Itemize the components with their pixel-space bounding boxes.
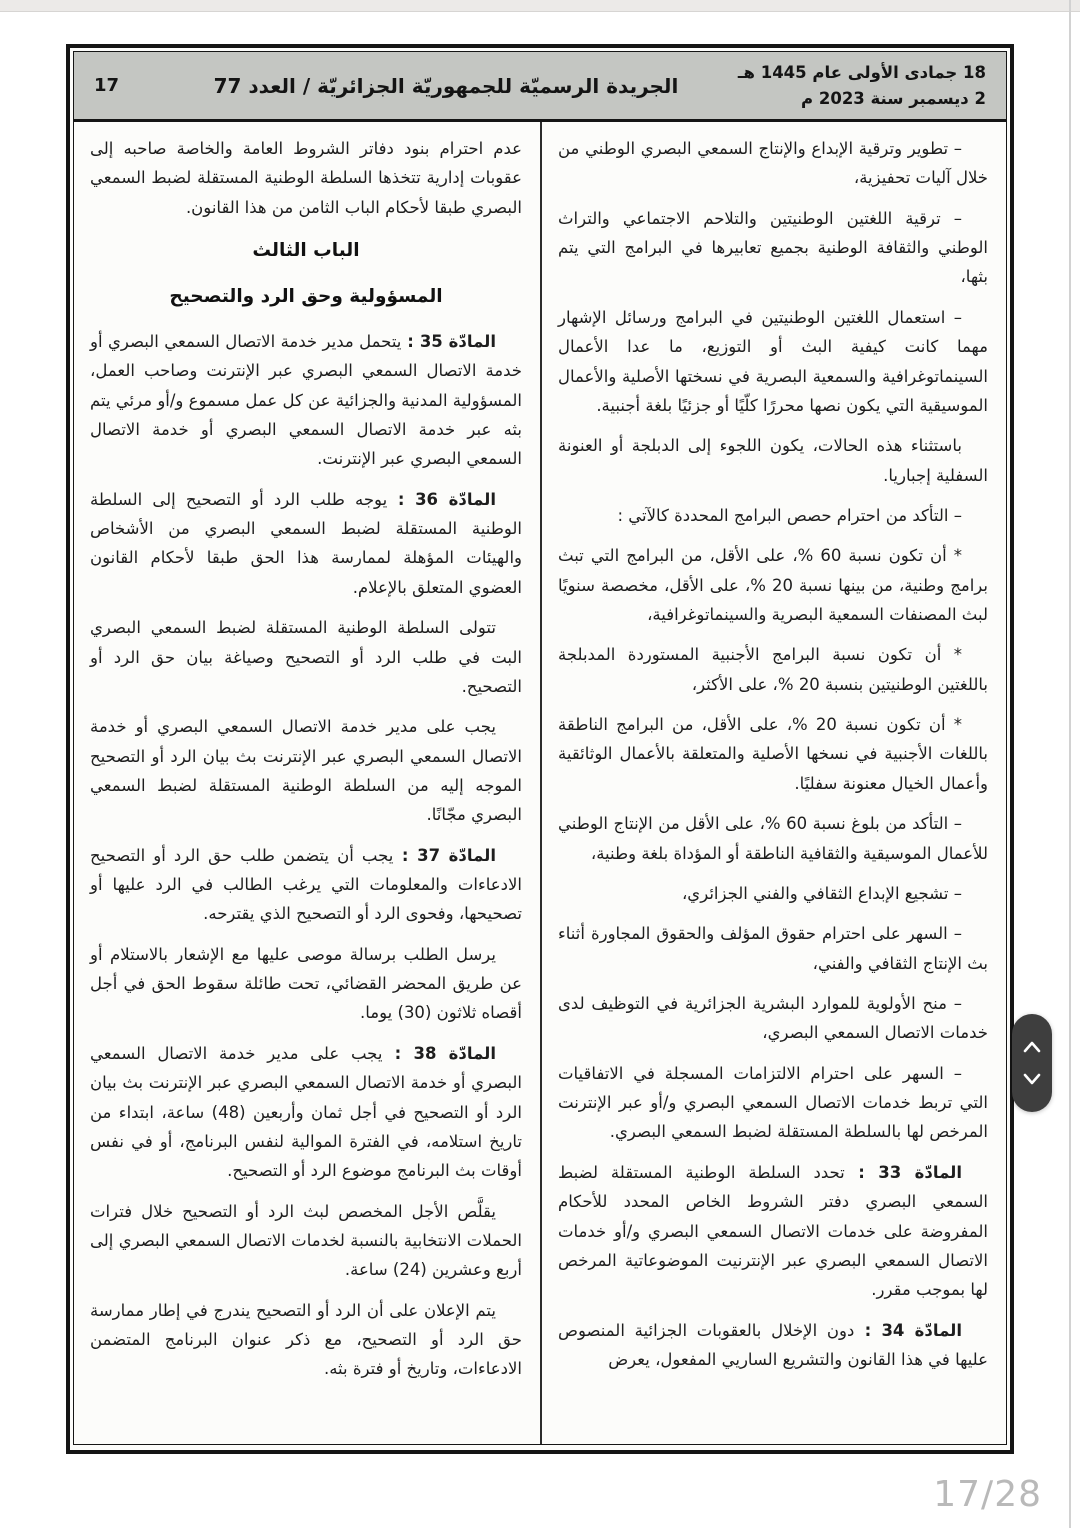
scroll-up-button[interactable] — [1022, 1040, 1042, 1054]
page-indicator: 17/28 — [933, 1474, 1042, 1515]
paragraph: تتولى السلطة الوطنية المستقلة لضبط السمعي البصري البت في طلب الرد أو التصحيح وصياغة بيان حق الرد أو التصحيح. — [90, 618, 522, 696]
column-right — [540, 122, 1006, 1444]
scroll-control[interactable] — [1012, 1014, 1052, 1112]
section-heading: الباب الثالث — [252, 240, 360, 262]
article-paragraph: المادّة 33 : تحدد السلطة الوطنية المستقلة لضبط السمعي البصري دفتر الشروط الخاص المحدد للأحكام المفروضة على خدمات الاتصال السمعي البصري و/أو خدمات الاتصال السمعي البصري عبر الإنترنيت الموضوعاتية المرخص لها بموجب مقرر. — [558, 1162, 988, 1300]
paragraph: * أن تكون نسبة البرامج الأجنبية المستوردة المدبلجة باللغتين الوطنيتين بنسبة 20 %، على الأكثر، — [558, 645, 988, 694]
paragraph: يتم الإعلان على أن الرد أو التصحيح يندرج في إطار ممارسة حق الرد أو التصحيح، مع ذكر عنوان البرنامج المتضمن الادعاءات، وتاريخ أو فترة بثه. — [90, 1300, 522, 1379]
article-paragraph: المادّة 36 : يوجه طلب الرد أو التصحيح إلى السلطة الوطنية المستقلة لضبط السمعي البصري من الأشخاص والهيئات المؤهلة لممارسة هذا الحق طبقا لأحكام القانون العضوي المتعلق بالإعلام. — [90, 489, 522, 597]
paragraph: باستثناء هذه الحالات، يكون اللجوء إلى الدبلجة أو العنونة السفلية إجباريا. — [558, 436, 988, 485]
paragraph: – السهر على احترام حقوق المؤلف والحقوق المجاورة أثناء بث الإنتاج الثقافي والفني، — [558, 924, 988, 973]
scroll-down-button[interactable] — [1022, 1072, 1042, 1086]
article-number: المادّة 35 : — [401, 331, 497, 351]
previous-page-edge — [0, 0, 1080, 12]
gazette-page — [66, 44, 1014, 1454]
column-left — [74, 122, 540, 1444]
paragraph: – استعمال اللغتين الوطنيتين في البرامج ورسائل الإشهار مهما كانت كيفية البث أو التوزيع، ما عدا الأعمال السينماتوغرافية والسمعية البصرية في نسختها الأصلية والأعمال الموسيقية التي يكون نصها محررًا كلّيًا أو جزئيًا بلغة أجنبية. — [558, 307, 988, 415]
paragraph: – تشجيع الإبداع الثقافي والفني الجزائري، — [681, 883, 962, 903]
article-number: المادّة 37 : — [393, 845, 496, 865]
page-number: 17 — [94, 75, 120, 96]
scrollbar-track[interactable] — [1069, 0, 1071, 1528]
article-number: المادّة 38 : — [382, 1043, 497, 1063]
paragraph: – تطوير وترقية الإبداع والإنتاج السمعي البصري الوطني من خلال آليات تحفيزية، — [558, 139, 988, 188]
chevron-down-icon — [1022, 1072, 1042, 1086]
date-hijri: 18 جمادى الأولى عام 1445 هـ — [737, 62, 986, 82]
article-paragraph: المادّة 34 : دون الإخلال بالعقوبات الجزائية المنصوص عليها في هذا القانون والتشريع الساريي المفعول، يعرض — [558, 1320, 988, 1369]
article-number: المادّة 33 : — [844, 1162, 962, 1182]
gazette-title: الجريدة الرسميّة للجمهوريّة الجزائريّة / العدد 77 — [213, 73, 679, 98]
two-column-body — [74, 122, 1006, 1444]
article-paragraph: المادّة 35 : يتحمل مدير خدمة الاتصال السمعي البصري أو خدمة الاتصال السمعي البصري عبر الإنترنت وصاحب العمل، المسؤولية المدنية والجزائية عن كل عمل مسموع و/أو مرئي يتم بثه عبر خدمة الاتصال السمعي البصري أو خدمة الاتصال السمعي البصري عبر الإنترنت. — [89, 331, 522, 469]
article-paragraph: المادّة 37 : يجب أن يتضمن طلب حق الرد أو التصحيح الادعاءات والمعلومات التي يرغب الطالب في الرد عليها أو تصحيحها، وفحوى الرد أو التصحيح الذي يقترحه. — [90, 845, 522, 924]
paragraph: – التأكد من احترام حصص البرامج المحددة كالآتي : — [617, 505, 962, 525]
paragraph: – التأكد من بلوغ نسبة 60 %، على الأقل من الإنتاج الوطني للأعمال الموسيقية والثقافية الناطقة أو المؤداة بلغة وطنية، — [558, 814, 988, 863]
article-paragraph: المادّة 38 : يجب على مدير خدمة الاتصال السمعي البصري أو خدمة الاتصال السمعي البصري عبر الإنترنت بث بيان الرد أو التصحيح في أجل ثمان وأربعين (48) ساعة، ابتداء من تاريخ استلامه، في الفترة الموالية لنفس البرنامج، أو في نفس أوقات بث البرنامج موضوع الرد أو التصحيح. — [90, 1043, 522, 1181]
article-number: المادّة 34 : — [854, 1320, 962, 1340]
paragraph: يقلَّص الأجل المخصص لبث الرد أو التصحيح خلال فترات الحملات الانتخابية بالنسبة لخدمات الاتصال السمعي البصري إلى أربع وعشرين (24) ساعة. — [90, 1201, 522, 1280]
article-number: المادّة 36 : — [387, 489, 496, 509]
paragraph: – ترقية اللغتين الوطنيتين والتلاحم الاجتماعي والتراث الوطني والثقافة الوطنية بجميع تعابيرها في البرامج التي يتم بثها، — [558, 208, 988, 287]
paragraph: يجب على مدير خدمة الاتصال السمعي البصري أو خدمة الاتصال السمعي البصري عبر الإنترنت بث بيان الرد أو التصحيح الموجه إليه من السلطة الوطنية المستقلة لضبط السمعي البصري مجّانًا. — [90, 717, 522, 825]
paragraph: * أن تكون نسبة 20 %، على الأقل، من البرامج الناطقة باللغات الأجنبية في نسخها الأصلية والمتعلقة بالأعمال الوثائقية وأعمال الخيال معنونة سفليًا. — [558, 715, 988, 793]
chevron-up-icon — [1022, 1040, 1042, 1054]
page-header — [74, 52, 1006, 122]
paragraph: – منح الأولوية للموارد البشرية الجزائرية في التوظيف لدى خدمات الاتصال السمعي البصري، — [558, 993, 988, 1043]
paragraph: – السهر على احترام الالتزامات المسجلة في الاتفاقيات التي تربط خدمات الاتصال السمعي البصري و/أو عبر الإنترنت المرخص لها بالسلطة المستقلة لضبط السمعي البصري. — [558, 1063, 988, 1142]
date-gregorian: 2 ديسمبر سنة 2023 م — [801, 88, 986, 108]
paragraph: عدم احترام بنود دفاتر الشروط العامة والخاصة صاحبه إلى عقوبات إدارية تتخذها السلطة الوطنية المستقلة لضبط السمعي البصري طبقا لأحكام الباب الثامن من هذا القانون. — [90, 139, 522, 217]
page-frame — [73, 51, 1007, 1445]
issue-date — [738, 60, 986, 111]
section-heading: المسؤولية وحق الرد والتصحيح — [169, 286, 443, 307]
paragraph: * أن تكون نسبة 60 %، على الأقل، من البرامج التي تبث برامج وطنية، من بينها نسبة 20 %، على الأقل، مخصصة سنويًا لبث المصنفات السمعية البصرية والسينماتوغرافية، — [558, 546, 988, 625]
paragraph: يرسل الطلب برسالة موصى عليها مع الإشعار بالاستلام أو عن طريق المحضر القضائي، تحت طائلة سقوط الحق في أجل أقصاه ثلاثون (30) يوما. — [90, 944, 522, 1023]
